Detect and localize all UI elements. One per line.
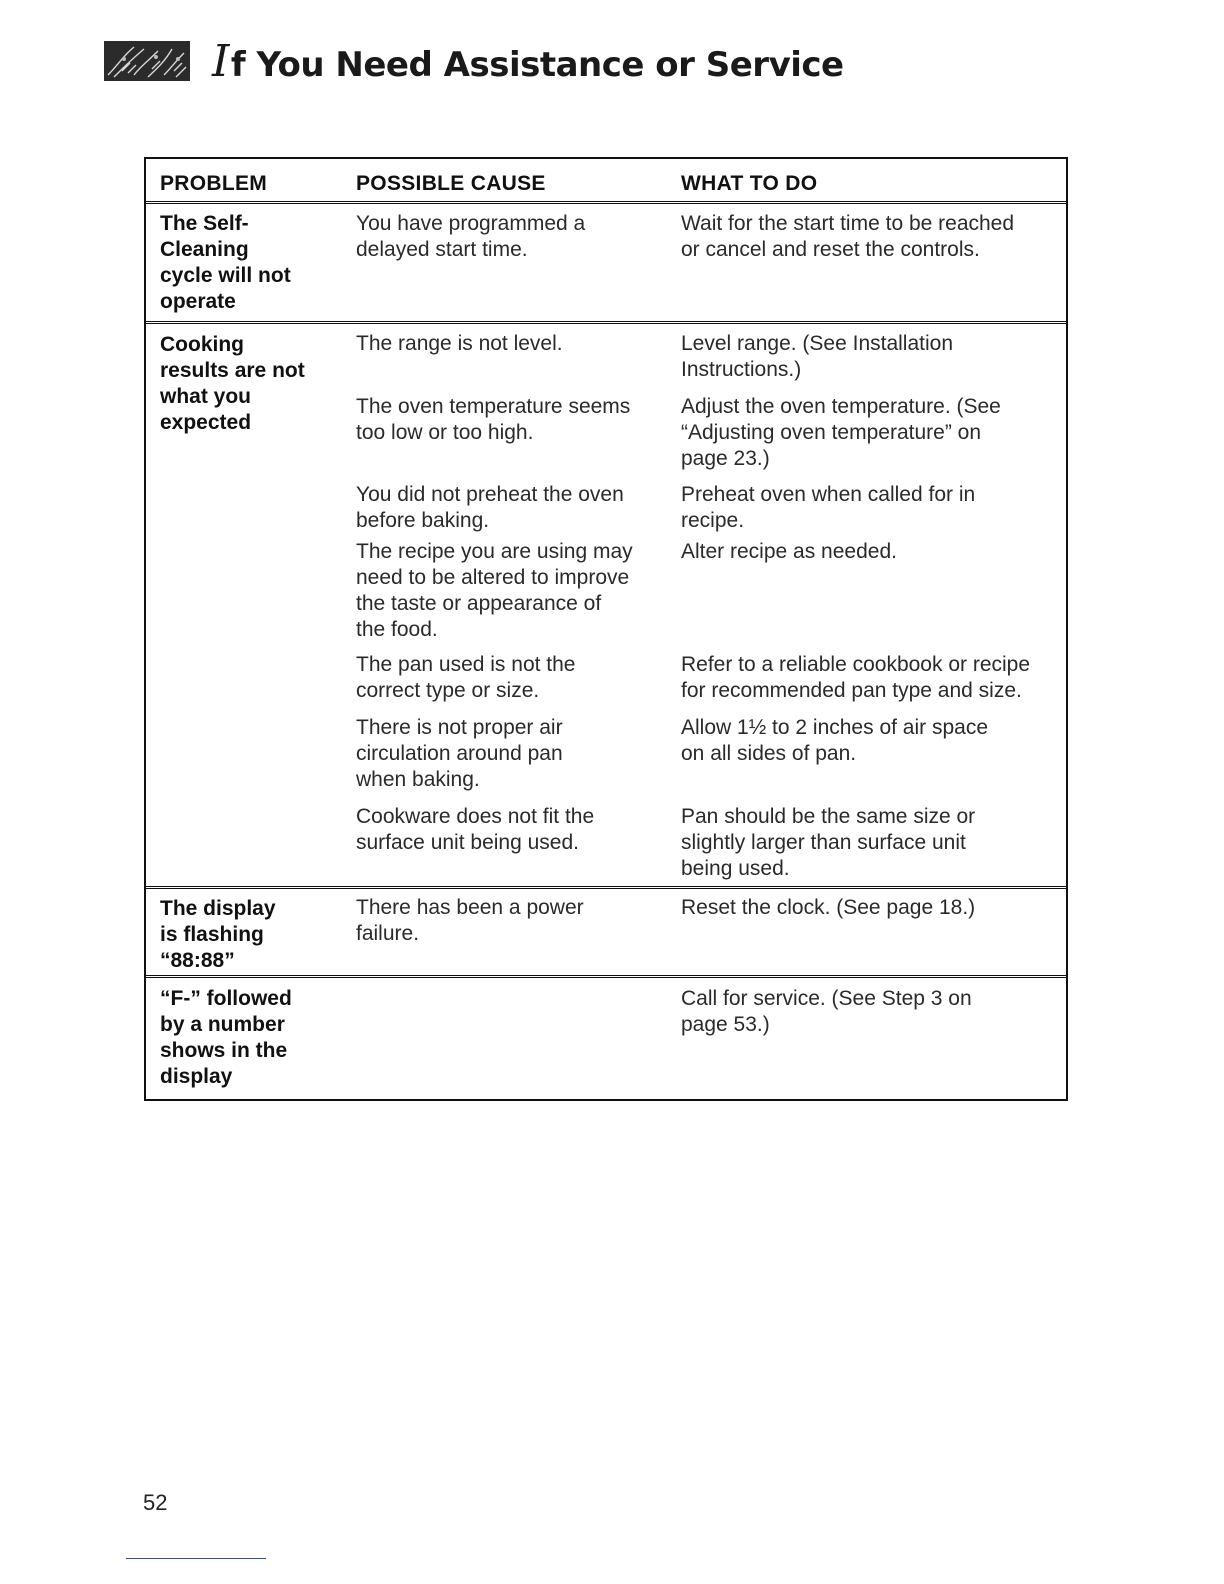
footer-rule bbox=[126, 1558, 266, 1559]
header-divider bbox=[146, 201, 1066, 204]
action-text: Refer to a reliable cookbook or recipe for recommended pan type and size. bbox=[681, 653, 1031, 702]
action-text: Reset the clock. (See page 18.) bbox=[681, 896, 976, 919]
problem-display-flashing: The display is flashing “88:88” bbox=[160, 897, 276, 972]
column-header-possible-cause: POSSIBLE CAUSE bbox=[356, 172, 546, 195]
action-text: Adjust the oven temperature. (See “Adjusting oven temperature” on page 23.) bbox=[681, 395, 1001, 470]
problem-cooking-results: Cooking results are not what you expected bbox=[160, 333, 305, 434]
action-text: Level range. (See Installation Instructions.) bbox=[681, 332, 954, 381]
row-divider bbox=[146, 886, 1066, 889]
decorative-leaf-logo-icon bbox=[104, 41, 190, 81]
page-title: If You Need Assistance or Service bbox=[212, 35, 844, 87]
problem-f-code: “F-” followed by a number shows in the display bbox=[160, 987, 292, 1088]
page-header bbox=[104, 36, 844, 86]
action-text: Pan should be the same size or slightly larger than surface unit being used. bbox=[681, 805, 976, 880]
column-header-what-to-do: WHAT TO DO bbox=[681, 172, 818, 195]
problem-self-cleaning: The Self- Cleaning cycle will not operate bbox=[160, 212, 291, 313]
cause-text: There is not proper air circulation around pan when baking. bbox=[356, 716, 563, 791]
cause-text: You did not preheat the oven before baking. bbox=[356, 483, 624, 532]
action-text: Allow 1½ to 2 inches of air space on all sides of pan. bbox=[681, 716, 989, 765]
page-number: 52 bbox=[143, 1490, 168, 1515]
cause-text: The pan used is not the correct type or size. bbox=[356, 653, 576, 702]
action-text: Call for service. (See Step 3 on page 53.) bbox=[681, 987, 972, 1036]
row-divider bbox=[146, 321, 1066, 324]
troubleshooting-table bbox=[144, 157, 1068, 1101]
cause-text: There has been a power failure. bbox=[356, 896, 584, 945]
cause-text: The range is not level. bbox=[356, 332, 563, 355]
cause-text: You have programmed a delayed start time. bbox=[356, 212, 586, 261]
cause-text: Cookware does not fit the surface unit being used. bbox=[356, 805, 595, 854]
action-text: Preheat oven when called for in recipe. bbox=[681, 483, 976, 532]
action-text: Wait for the start time to be reached or cancel and reset the controls. bbox=[681, 212, 1015, 261]
cause-text: The recipe you are using may need to be altered to improve the taste or appearance of the food. bbox=[356, 540, 633, 641]
column-header-problem: PROBLEM bbox=[160, 172, 268, 195]
action-text: Alter recipe as needed. bbox=[681, 540, 897, 563]
row-divider bbox=[146, 975, 1066, 978]
cause-text: The oven temperature seems too low or too high. bbox=[356, 395, 631, 444]
